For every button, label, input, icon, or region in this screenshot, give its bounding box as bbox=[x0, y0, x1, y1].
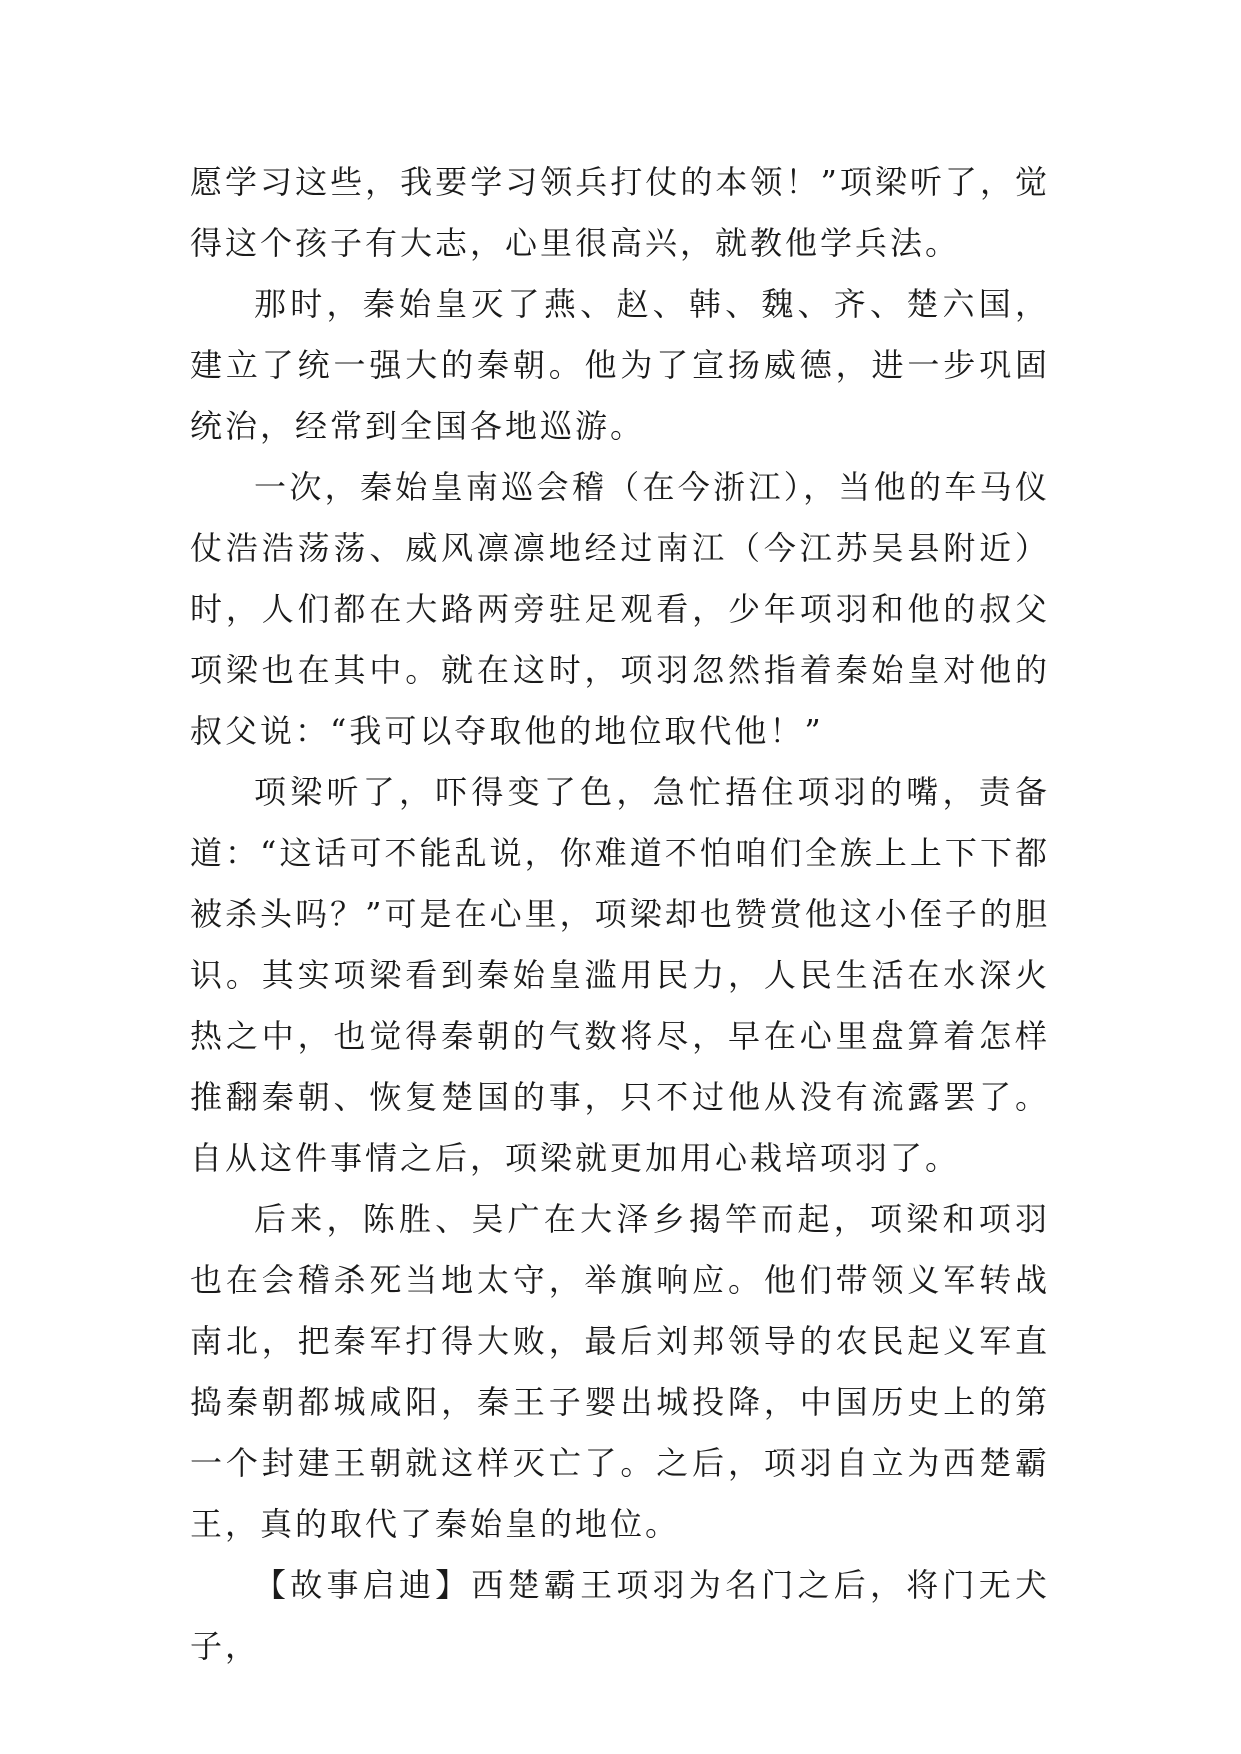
document-body bbox=[190, 152, 1050, 1677]
paragraph-3: 一次，秦始皇南巡会稽（在今浙江），当他的车马仪仗浩浩荡荡、威风凛凛地经过南江（今江苏吴县附近）时，人们都在大路两旁驻足观看，少年项羽和他的叔父项梁也在其中。就在这时，项羽忽然指着秦始皇对他的叔父说：“我可以夺取他的地位取代他！” bbox=[190, 468, 1050, 750]
paragraph-6: 【故事启迪】西楚霸王项羽为名门之后，将门无犬子， bbox=[190, 1566, 1050, 1665]
paragraph-5: 后来，陈胜、吴广在大泽乡揭竿而起，项梁和项羽也在会稽杀死当地太守，举旗响应。他们带领义军转战南北，把秦军打得大败，最后刘邦领导的农民起义军直捣秦朝都城咸阳，秦王子婴出城投降，中国历史上的第一个封建王朝就这样灭亡了。之后，项羽自立为西楚霸王，真的取代了秦始皇的地位。 bbox=[190, 1200, 1050, 1543]
paragraph-4: 项梁听了，吓得变了色，急忙捂住项羽的嘴，责备道：“这话可不能乱说，你难道不怕咱们全族上上下下都被杀头吗？”可是在心里，项梁却也赞赏他这小侄子的胆识。其实项梁看到秦始皇滥用民力，人民生活在水深火热之中，也觉得秦朝的气数将尽，早在心里盘算着怎样推翻秦朝、恢复楚国的事，只不过他从没有流露罢了。自从这件事情之后，项梁就更加用心栽培项羽了。 bbox=[190, 773, 1050, 1177]
paragraph-1: 愿学习这些，我要学习领兵打仗的本领！”项梁听了，觉得这个孩子有大志，心里很高兴，就教他学兵法。 bbox=[190, 163, 1050, 262]
paragraph-2: 那时，秦始皇灭了燕、赵、韩、魏、齐、楚六国，建立了统一强大的秦朝。他为了宣扬威德，进一步巩固统治，经常到全国各地巡游。 bbox=[190, 285, 1050, 445]
